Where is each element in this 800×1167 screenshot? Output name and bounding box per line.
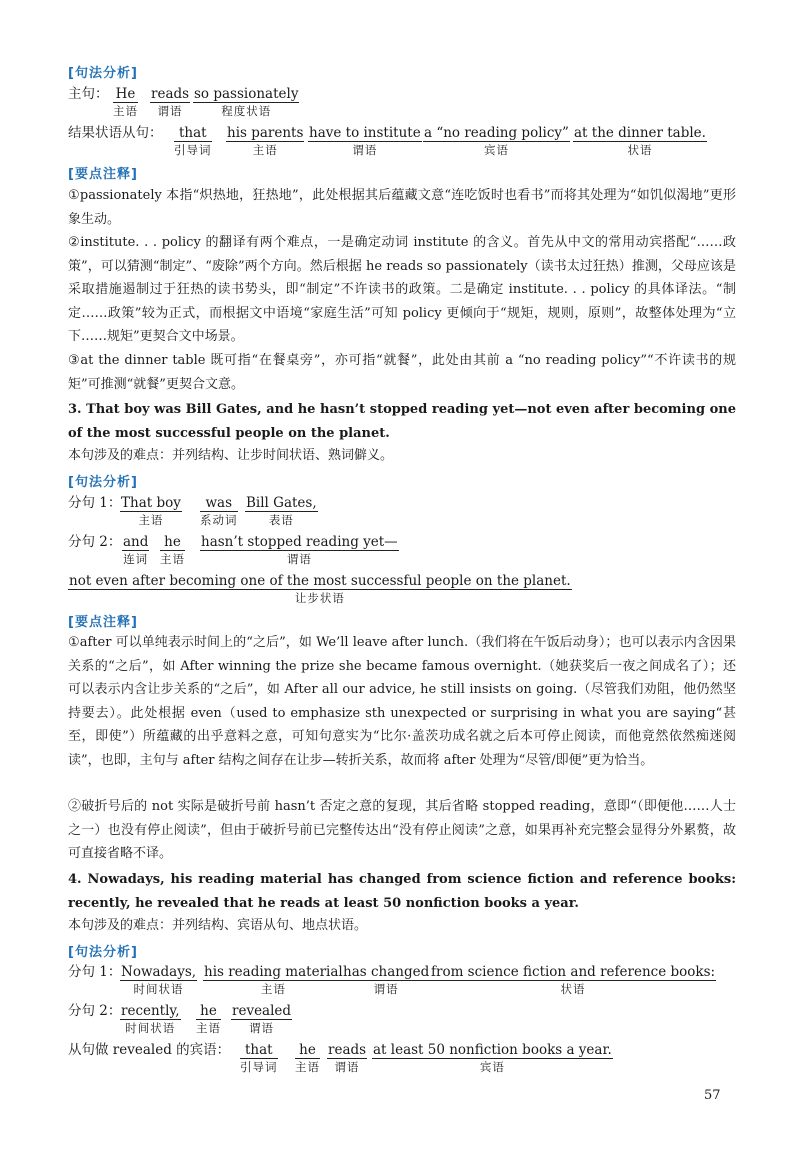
constituent: that 引导词 bbox=[174, 125, 212, 157]
difficulty-line: 本句涉及的难点：并列结构、宾语从句、地点状语。 bbox=[68, 918, 368, 933]
constituent: have to institute 谓语 bbox=[309, 125, 421, 157]
clause-1-label: 分句 1： bbox=[68, 964, 122, 980]
syntax-analysis-heading: [句法分析] bbox=[68, 66, 138, 81]
constituent: has changed 谓语 bbox=[343, 964, 430, 996]
constituent: that 引导词 bbox=[240, 1042, 278, 1074]
constituent: so passionately 程度状语 bbox=[194, 86, 299, 118]
constituent: he 主语 bbox=[196, 1003, 221, 1035]
note-paragraph: ②破折号后的 not 实际是破折号前 hasn’t 否定之意的复现，其后省略 stopped reading，意即“（即便他……人士之一）也没有停止阅读”，但由于破折号前已完整传达出“没有停止阅读”之意，如果再补充完整会显得分外累赘，故可直接省略不译。 bbox=[68, 799, 736, 861]
constituent: Nowadays, 时间状语 bbox=[121, 964, 197, 996]
constituent: he 主语 bbox=[160, 534, 185, 566]
main-clause-label: 主句： bbox=[68, 86, 109, 102]
result-clause-label: 结果状语从句： bbox=[68, 125, 163, 141]
constituent: not even after becoming one of the most successful people on the planet. 让步状语 bbox=[69, 573, 571, 605]
constituent: he 主语 bbox=[295, 1042, 320, 1074]
note-paragraph: ②institute. . . policy 的翻译有两个难点，一是确定动词 institute 的含义。首先从中文的常用动宾搭配“……政策”，可以猜测“制定”、“废除”两个方向。然后根据 he reads so passionately（读书太过狂热）推测，父母应该是采取措施遏制过于狂热的读书势头，即“制定”不许读书的政策。二是确定 institute. . . policy 的具体译法。“制定……政策”较为正式，而根据文中语境“家庭生活”可知 policy 更倾向于“规矩，规则，原则”，故整体处理为“立下……规矩”更契合文中场景。 bbox=[68, 235, 736, 344]
key-notes-heading: [要点注释] bbox=[68, 615, 138, 630]
constituent: a “no reading policy” 宾语 bbox=[424, 125, 569, 157]
clause-2-label: 分句 2： bbox=[68, 1003, 122, 1019]
constituent: Bill Gates, 表语 bbox=[246, 495, 317, 527]
constituent: and 连词 bbox=[123, 534, 149, 566]
sentence-3: 3. That boy was Bill Gates, and he hasn’t stopped reading yet—not even after becoming one of the most successful people on the planet. bbox=[68, 402, 736, 441]
constituent: from science fiction and reference books: 状语 bbox=[431, 964, 716, 996]
constituent: reads 谓语 bbox=[151, 86, 190, 118]
key-notes-heading: [要点注释] bbox=[68, 167, 138, 182]
difficulty-line: 本句涉及的难点：并列结构、让步时间状语、熟词僻义。 bbox=[68, 448, 394, 463]
constituent: recently, 时间状语 bbox=[121, 1003, 180, 1035]
constituent: reads 谓语 bbox=[328, 1042, 367, 1074]
constituent: revealed 谓语 bbox=[232, 1003, 292, 1035]
note-paragraph: ③at the dinner table 既可指“在餐桌旁”，亦可指“就餐”，此处由其前 a “no reading policy”“不许读书的规矩”可推测“就餐”更契合文意。 bbox=[68, 353, 736, 392]
sentence-4: 4. Nowadays, his reading material has changed from science fiction and reference books: recently, he revealed that he reads at least 50 nonfiction books a year. bbox=[68, 872, 736, 911]
constituent: hasn’t stopped reading yet— 谓语 bbox=[201, 534, 398, 566]
constituent: his parents 主语 bbox=[227, 125, 304, 157]
page-number: 57 bbox=[704, 1088, 721, 1103]
syntax-analysis-heading: [句法分析] bbox=[68, 945, 138, 960]
constituent: his reading material 主语 bbox=[204, 964, 343, 996]
note-paragraph: ①passionately 本指“炽热地，狂热地”，此处根据其后蕴藏文意“连吃饭时也看书”而将其处理为“如饥似渴地”更形象生动。 bbox=[68, 188, 736, 227]
constituent: was 系动词 bbox=[200, 495, 238, 527]
constituent: That boy 主语 bbox=[121, 495, 181, 527]
object-clause-label: 从句做 revealed 的宾语： bbox=[68, 1042, 231, 1058]
clause-1-label: 分句 1： bbox=[68, 495, 122, 511]
clause-2-label: 分句 2： bbox=[68, 534, 122, 550]
constituent: He 主语 bbox=[113, 86, 138, 118]
note-paragraph: ①after 可以单纯表示时间上的“之后”，如 We’ll leave after lunch.（我们将在午饭后动身）；也可以表示内含因果关系的“之后”，如 After winning the prize she became famous overnight.（她获奖后一夜之间成名了）；还可以表示内含让步关系的“之后”，如 After all our advice, he still insists on going.（尽管我们劝阻，他仍然坚持要去）。此处根据 even（used to emphasize sth unexpected or surprising in what you are saying“甚至，即使”）所蕴藏的出乎意料之意，可知句意实为“比尔·盖茨功成名就之后本可停止阅读，而他竟然依然痴迷阅读”，也即，主句与 after 结构之间存在让步—转折关系，故而将 after 处理为“尽管/即便”更为恰当。 bbox=[68, 635, 736, 768]
syntax-analysis-heading: [句法分析] bbox=[68, 475, 138, 490]
constituent: at the dinner table. 状语 bbox=[574, 125, 706, 157]
constituent: at least 50 nonfiction books a year. 宾语 bbox=[373, 1042, 612, 1074]
